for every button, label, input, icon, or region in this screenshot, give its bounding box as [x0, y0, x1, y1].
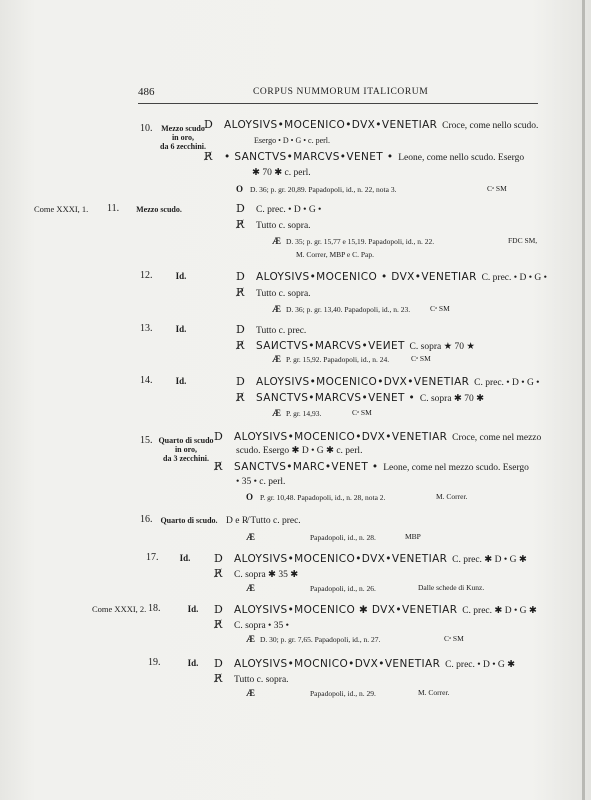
- obverse-legend: ALOYSIVS•MOCENICO•DVX•VENETIAR: [224, 119, 438, 131]
- obverse-line: [236, 375, 540, 390]
- obverse-description: C. prec. • D • G •: [474, 378, 540, 388]
- reverse-legend: • SANCTVS•MARCVS•VENET •: [224, 151, 394, 163]
- entry-denomination: Mezzo scudo in oro, da 6 zecchini.: [160, 124, 206, 151]
- reverse-symbol: R̸: [214, 618, 223, 631]
- entry-reference: D. 36; p. gr. 20,89. Papadopoli, id., n. 22, nota 3.: [250, 185, 397, 194]
- obverse-symbol: D: [236, 375, 245, 388]
- metal-symbol: Æ: [246, 583, 255, 593]
- entry-collection: Cᵃ SM: [430, 304, 450, 313]
- reverse-line: [236, 286, 311, 301]
- obverse-description: C. prec. ✱ D • G ✱: [462, 606, 537, 616]
- reverse-symbol: R̸: [204, 150, 213, 163]
- metal-symbol: Æ: [272, 354, 281, 364]
- reverse-symbol: R̸: [236, 218, 245, 231]
- reverse-description: Tutto c. sopra.: [234, 675, 289, 685]
- reverse-symbol: R̸: [236, 286, 245, 299]
- reverse-symbol: R̸: [214, 672, 223, 685]
- obverse-description: C. prec. • D • G •: [256, 205, 322, 215]
- metal-symbol: O: [236, 184, 244, 194]
- entry-denomination: Id.: [187, 604, 199, 614]
- reverse-line: [214, 672, 289, 687]
- metal-symbol: O: [246, 492, 254, 502]
- entry-collection: Cᵃ SM: [411, 354, 431, 363]
- entry-denomination: Mezzo scudo.: [136, 205, 182, 214]
- entry-meta: [246, 531, 376, 544]
- obverse-symbol: D: [214, 603, 223, 616]
- entry-number: 11.: [107, 203, 120, 214]
- reverse-legend: SANCTVS•MARC•VENET •: [234, 461, 379, 473]
- obverse-line: [236, 202, 321, 217]
- obverse-legend: ALOYSIVS•MOCENICO • DVX•VENETIAR: [256, 271, 477, 283]
- entry-reference: P. gr. 10,48. Papadopoli, id., n. 28, nota 2.: [260, 493, 386, 502]
- entry-denomination: Quarto di scudo.: [160, 516, 218, 525]
- obverse-line: [236, 270, 547, 285]
- obverse-legend: ALOYSIVS•MOCNICO•DVX•VENETIAR: [234, 658, 441, 670]
- entry-number: 10.: [140, 123, 153, 134]
- reverse-description: C. sopra ✱ 70 ✱: [419, 394, 485, 404]
- entry-reference: P. gr. 15,92. Papadopoli, id., n. 24.: [286, 355, 390, 364]
- metal-symbol: Æ: [272, 408, 281, 418]
- metal-symbol: Æ: [272, 236, 281, 246]
- entry-number: 17.: [146, 552, 159, 563]
- obverse-description: C. prec. • D • G ✱: [445, 660, 516, 670]
- page-spine: [582, 0, 585, 800]
- reverse-description: C. sopra ★ 70 ★: [409, 342, 475, 352]
- entry-reference: D. 35; p. gr. 15,77 e 15,19. Papadopoli, id., n. 22.: [286, 237, 435, 246]
- entry-number: 14.: [140, 375, 153, 386]
- obverse-line: D e R̸ Tutto c. prec.: [226, 516, 301, 526]
- obverse-legend: ALOYSIVS•MOCENICO•DVX•VENETIAR: [234, 553, 448, 565]
- reverse-legend: SANCTVS•MARCVS•VENET •: [256, 392, 416, 404]
- reverse-symbol: R̸: [214, 460, 223, 473]
- reverse-description: Leone, come nel mezzo scudo. Esergo: [383, 463, 529, 473]
- entry-number: 19.: [148, 657, 161, 668]
- reverse-symbol: R̸: [236, 339, 245, 352]
- obverse-line: [214, 603, 537, 618]
- obverse-description: Tutto c. prec.: [256, 326, 307, 336]
- entry-collection: FDC SM,: [508, 236, 538, 245]
- entry-denomination: Id.: [175, 324, 187, 334]
- reverse-description: Tutto c. sopra.: [256, 289, 311, 299]
- entry-denomination: Id.: [179, 553, 191, 563]
- reverse-continuation: • 35 • c. perl.: [236, 477, 286, 487]
- entry-reference: Papadopoli, id., n. 28.: [310, 533, 376, 542]
- running-head: CORPUS NUMMORUM ITALICORUM: [253, 87, 429, 97]
- cross-reference: Come XXXI, 1.: [34, 204, 89, 214]
- entry-collection-extra: M. Correr, MBP e C. Pap.: [296, 250, 374, 259]
- page-number: 486: [138, 86, 155, 98]
- reverse-description: Leone, come nello scudo. Esergo: [398, 153, 525, 163]
- header-rule: [138, 103, 538, 104]
- reverse-symbol: R̸: [214, 567, 223, 580]
- entry-collection: Cᵃ SM: [352, 408, 372, 417]
- entry-meta: [246, 687, 376, 700]
- obverse-continuation: Esergo • D • G • c. perl.: [254, 136, 331, 145]
- metal-symbol: Æ: [246, 532, 255, 542]
- entry-number: 13.: [140, 323, 153, 334]
- obverse-symbol: D: [204, 118, 213, 131]
- obverse-symbol: D: [214, 430, 223, 443]
- metal-symbol: Æ: [246, 634, 255, 644]
- entry-meta: [246, 633, 380, 646]
- obverse-line: [214, 552, 527, 567]
- entry-denomination: Id.: [187, 658, 199, 668]
- entry-collection: M. Correr.: [436, 492, 468, 501]
- entry-meta: [272, 303, 410, 316]
- entry-denomination: Id.: [175, 271, 187, 281]
- entry-collection: Dalle schede di Kunz.: [418, 583, 485, 592]
- entry-meta: [246, 582, 376, 595]
- obverse-symbol: D: [236, 270, 245, 283]
- obverse-description: Croce, come nel mezzo: [452, 433, 542, 443]
- entry-collection: M. Correr.: [418, 688, 450, 697]
- entry-number: 18.: [148, 603, 161, 614]
- entry-meta: [246, 491, 385, 504]
- entry-reference: D. 36; p. gr. 13,40. Papadopoli, id., n. 23.: [286, 305, 411, 314]
- obverse-description: Croce, come nello scudo.: [442, 121, 539, 131]
- reverse-line: [214, 567, 298, 582]
- entry-number: 12.: [140, 270, 153, 281]
- obverse-legend: ALOYSIVS•MOCENICO•DVX•VENETIAR: [234, 431, 448, 443]
- entry-reference: P. gr. 14,93.: [286, 409, 322, 418]
- obverse-continuation: scudo. Esergo ✱ D • G ✱ c. perl.: [236, 446, 363, 456]
- obverse-line: [214, 430, 541, 445]
- reverse-line: [236, 339, 475, 354]
- entry-collection: MBP: [405, 532, 421, 541]
- entry-number: 15.: [140, 435, 153, 446]
- obverse-symbol: D: [236, 323, 245, 336]
- entry-meta: [236, 183, 396, 196]
- obverse-description: C. prec. • D • G •: [481, 273, 547, 283]
- obverse-symbol: D: [214, 657, 223, 670]
- entry-meta: [272, 235, 434, 248]
- entry-meta: [272, 353, 389, 366]
- metal-symbol: Æ: [272, 304, 281, 314]
- obverse-line: [214, 657, 515, 672]
- reverse-line: [204, 150, 524, 165]
- obverse-line: [236, 323, 306, 338]
- reverse-line: [214, 618, 289, 633]
- reverse-continuation: ✱ 70 ✱ c. perl.: [252, 168, 311, 178]
- entry-collection: Cᵃ SM: [487, 184, 507, 193]
- cross-reference: Come XXXI, 2.: [92, 604, 147, 614]
- reverse-line: [214, 460, 529, 475]
- obverse-description: C. prec. ✱ D • G ✱: [452, 555, 527, 565]
- entry-denomination: Id.: [175, 376, 187, 386]
- entry-collection: Cᵃ SM: [444, 634, 464, 643]
- entry-denomination: Quarto di scudo in oro, da 3 zecchini.: [158, 436, 214, 463]
- entry-reference: D. 30; p. gr. 7,65. Papadopoli, id., n. 27.: [260, 635, 381, 644]
- reverse-description: Tutto c. sopra.: [256, 221, 311, 231]
- reverse-legend: SAИCTVS•MARCVS•VEИET: [256, 340, 405, 352]
- entry-reference: Papadopoli, id., n. 29.: [310, 689, 376, 698]
- reverse-line: [236, 218, 311, 233]
- reverse-description: C. sopra • 35 •: [234, 621, 289, 631]
- reverse-symbol: R̸: [236, 391, 245, 404]
- entry-meta: [272, 407, 321, 420]
- metal-symbol: Æ: [246, 688, 255, 698]
- reverse-description: C. sopra ✱ 35 ✱: [234, 570, 299, 580]
- obverse-line: [204, 118, 538, 133]
- obverse-legend: ALOYSIVS•MOCENICO•DVX•VENETIAR: [256, 376, 470, 388]
- reverse-line: [236, 391, 484, 406]
- obverse-symbol: D: [214, 552, 223, 565]
- obverse-symbol: D: [236, 202, 245, 215]
- entry-reference: Papadopoli, id., n. 26.: [310, 584, 376, 593]
- entry-number: 16.: [140, 514, 153, 525]
- obverse-legend: ALOYSIVS•MOCENICO ✱ DVX•VENETIAR: [234, 604, 458, 616]
